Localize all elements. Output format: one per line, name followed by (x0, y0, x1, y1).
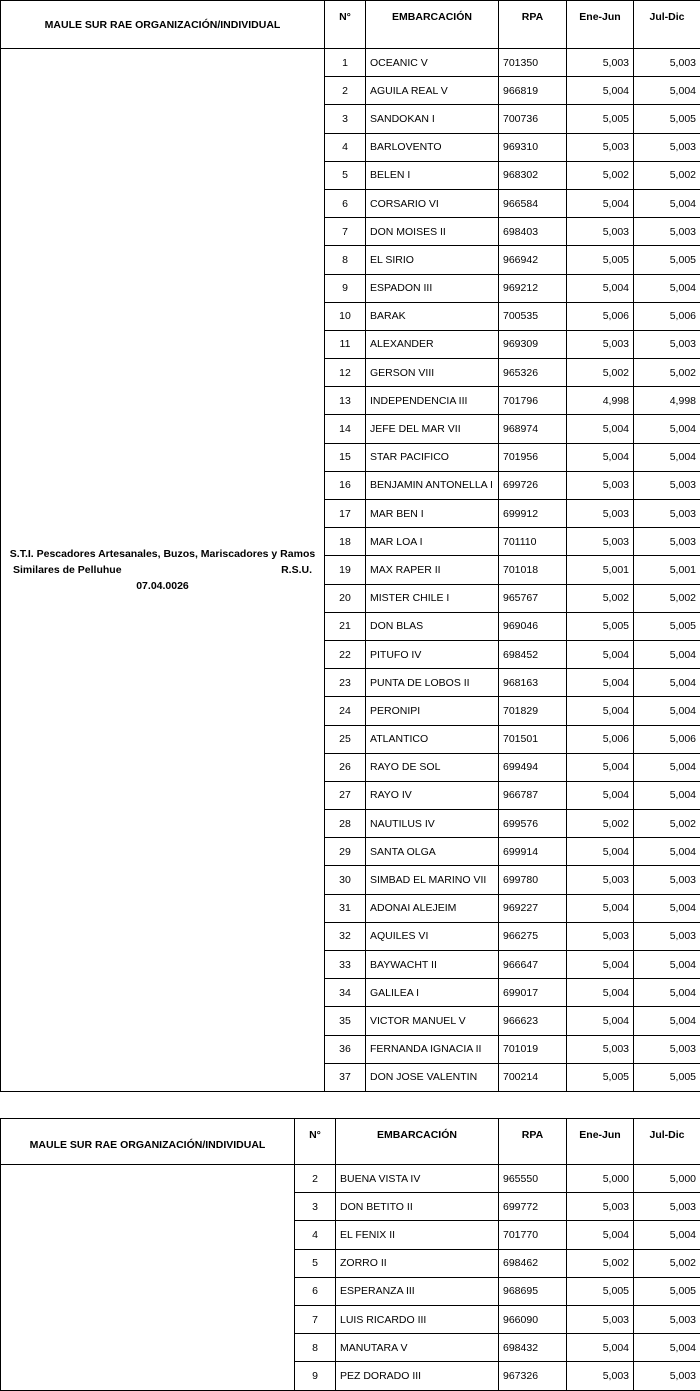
rpa-code: 965550 (499, 1165, 567, 1193)
jan-jun-quota: 5,004 (567, 781, 634, 809)
table-row (1, 1165, 700, 1193)
number-column-header: N° (295, 1119, 336, 1165)
jul-dec-quota: 5,003 (634, 866, 700, 894)
vessel-name: ESPADON III (366, 274, 499, 302)
jul-dec-quota: 5,005 (634, 1277, 700, 1305)
jan-jun-quota: 5,003 (567, 922, 634, 950)
jul-dec-quota: 5,004 (634, 753, 700, 781)
row-number: 3 (295, 1193, 336, 1221)
jul-dec-quota: 5,004 (634, 77, 700, 105)
jul-dec-quota: 4,998 (634, 387, 700, 415)
jan-jun-quota: 5,005 (567, 246, 634, 274)
row-number: 16 (325, 471, 366, 499)
rpa-code: 701110 (499, 528, 567, 556)
row-number: 4 (295, 1221, 336, 1249)
jan-jun-quota: 5,003 (567, 1193, 634, 1221)
rpa-code: 966787 (499, 781, 567, 809)
vessel-name: AGUILA REAL V (366, 77, 499, 105)
jan-jun-quota: 5,003 (567, 218, 634, 246)
rpa-code: 701501 (499, 725, 567, 753)
vessel-name: INDEPENDENCIA III (366, 387, 499, 415)
jul-dec-quota: 5,006 (634, 302, 700, 330)
vessel-name: EL FENIX II (336, 1221, 499, 1249)
row-number: 7 (325, 218, 366, 246)
vessel-name: BARAK (366, 302, 499, 330)
jan-jun-quota: 5,004 (567, 894, 634, 922)
vessel-name: PITUFO IV (366, 640, 499, 668)
table-header-row (1, 1119, 700, 1165)
jan-jun-quota: 5,004 (567, 189, 634, 217)
jan-jun-quota: 5,003 (567, 49, 634, 77)
rpa-code: 966819 (499, 77, 567, 105)
row-number: 5 (325, 161, 366, 189)
org-column-header: MAULE SUR RAE ORGANIZACIÓN/INDIVIDUAL (1, 1119, 295, 1165)
jan-jun-quota: 5,004 (567, 1007, 634, 1035)
vessel-name: ESPERANZA III (336, 1277, 499, 1305)
rpa-code: 967326 (499, 1362, 567, 1390)
jan-jun-quota: 5,004 (567, 1221, 634, 1249)
vessel-name: MAR BEN I (366, 500, 499, 528)
jan-jun-quota: 5,000 (567, 1165, 634, 1193)
vessel-name: ADONAI ALEJEIM (366, 894, 499, 922)
jan-jun-quota: 5,003 (567, 866, 634, 894)
organization-cell (1, 49, 325, 1092)
vessel-name: VICTOR MANUEL V (366, 1007, 499, 1035)
jul-dec-quota: 5,002 (634, 161, 700, 189)
rpa-code: 699914 (499, 838, 567, 866)
row-number: 7 (295, 1305, 336, 1333)
rpa-code: 699780 (499, 866, 567, 894)
jul-dec-quota: 5,002 (634, 810, 700, 838)
rpa-code: 699772 (499, 1193, 567, 1221)
jan-jun-quota: 5,002 (567, 359, 634, 387)
rpa-code: 701829 (499, 697, 567, 725)
jul-dec-quota: 5,005 (634, 612, 700, 640)
row-number: 14 (325, 415, 366, 443)
row-number: 22 (325, 640, 366, 668)
jan-jun-quota: 5,003 (567, 330, 634, 358)
rpa-code: 969046 (499, 612, 567, 640)
row-number: 33 (325, 951, 366, 979)
organization-cell (1, 1165, 295, 1391)
row-number: 11 (325, 330, 366, 358)
jul-dec-quota: 5,003 (634, 528, 700, 556)
rpa-code: 701018 (499, 556, 567, 584)
row-number: 9 (325, 274, 366, 302)
row-number: 24 (325, 697, 366, 725)
rsu-label: R.S.U. (281, 563, 312, 576)
jul-dec-quota: 5,001 (634, 556, 700, 584)
row-number: 17 (325, 500, 366, 528)
jan-jun-column-header: Ene-Jun (567, 1119, 634, 1165)
jul-dec-quota: 5,002 (634, 584, 700, 612)
jul-dec-quota: 5,003 (634, 1305, 700, 1333)
vessel-name: SIMBAD EL MARINO VII (366, 866, 499, 894)
rpa-code: 966647 (499, 951, 567, 979)
jan-jun-quota: 5,004 (567, 697, 634, 725)
jul-dec-quota: 5,003 (634, 1362, 700, 1390)
row-number: 20 (325, 584, 366, 612)
jan-jun-quota: 5,003 (567, 1035, 634, 1063)
jan-jun-quota: 5,004 (567, 951, 634, 979)
table-row (1, 49, 700, 77)
row-number: 6 (295, 1277, 336, 1305)
vessel-name: DON JOSE VALENTIN (366, 1063, 499, 1091)
vessel-name: DON BLAS (366, 612, 499, 640)
table-header-row (1, 1, 700, 49)
vessel-name: AQUILES VI (366, 922, 499, 950)
table-body (1, 49, 700, 1092)
vessel-name: FERNANDA IGNACIA II (366, 1035, 499, 1063)
jul-dec-quota: 5,003 (634, 500, 700, 528)
rpa-code: 968163 (499, 669, 567, 697)
jan-jun-column-header: Ene-Jun (567, 1, 634, 49)
row-number: 32 (325, 922, 366, 950)
row-number: 30 (325, 866, 366, 894)
row-number: 8 (325, 246, 366, 274)
vessel-name: MISTER CHILE I (366, 584, 499, 612)
row-number: 5 (295, 1249, 336, 1277)
row-number: 13 (325, 387, 366, 415)
jul-dec-quota: 5,002 (634, 1249, 700, 1277)
jan-jun-quota: 5,006 (567, 725, 634, 753)
row-number: 9 (295, 1362, 336, 1390)
jul-dec-quota: 5,003 (634, 1035, 700, 1063)
vessel-name: LUIS RICARDO III (336, 1305, 499, 1333)
vessel-name: MAR LOA I (366, 528, 499, 556)
vessel-name: RAYO IV (366, 781, 499, 809)
jul-dec-quota: 5,003 (634, 471, 700, 499)
jan-jun-quota: 5,005 (567, 612, 634, 640)
jul-dec-quota: 5,003 (634, 133, 700, 161)
jan-jun-quota: 5,003 (567, 133, 634, 161)
organization-name-line2 (7, 562, 318, 578)
rpa-code: 701019 (499, 1035, 567, 1063)
rpa-code: 965326 (499, 359, 567, 387)
jul-dec-quota: 5,003 (634, 218, 700, 246)
vessel-name: GERSON VIII (366, 359, 499, 387)
row-number: 34 (325, 979, 366, 1007)
vessel-name: GALILEA I (366, 979, 499, 1007)
jul-dec-quota: 5,004 (634, 838, 700, 866)
row-number: 27 (325, 781, 366, 809)
jul-dec-quota: 5,004 (634, 781, 700, 809)
jan-jun-quota: 5,003 (567, 500, 634, 528)
rpa-code: 698452 (499, 640, 567, 668)
rpa-code: 699494 (499, 753, 567, 781)
vessel-name: BUENA VISTA IV (336, 1165, 499, 1193)
jul-dec-quota: 5,005 (634, 1063, 700, 1091)
rpa-code: 969310 (499, 133, 567, 161)
rpa-code: 699576 (499, 810, 567, 838)
rpa-code: 701770 (499, 1221, 567, 1249)
jul-dec-quota: 5,004 (634, 189, 700, 217)
vessel-name: EL SIRIO (366, 246, 499, 274)
row-number: 2 (295, 1165, 336, 1193)
jul-dec-quota: 5,004 (634, 443, 700, 471)
row-number: 35 (325, 1007, 366, 1035)
rpa-column-header: RPA (499, 1119, 567, 1165)
row-number: 4 (325, 133, 366, 161)
rpa-code: 969309 (499, 330, 567, 358)
jan-jun-quota: 5,004 (567, 77, 634, 105)
jan-jun-quota: 5,004 (567, 669, 634, 697)
rpa-code: 699726 (499, 471, 567, 499)
vessel-name: DON BETITO II (336, 1193, 499, 1221)
jul-dec-quota: 5,004 (634, 669, 700, 697)
rpa-code: 699017 (499, 979, 567, 1007)
jul-dec-quota: 5,003 (634, 1193, 700, 1221)
rpa-code: 700736 (499, 105, 567, 133)
jan-jun-quota: 5,003 (567, 1305, 634, 1333)
jul-dec-quota: 5,004 (634, 951, 700, 979)
jan-jun-quota: 5,004 (567, 838, 634, 866)
row-number: 12 (325, 359, 366, 387)
row-number: 31 (325, 894, 366, 922)
jul-dec-quota: 5,004 (634, 1221, 700, 1249)
org-column-header: MAULE SUR RAE ORGANIZACIÓN/INDIVIDUAL (1, 1, 325, 49)
jan-jun-quota: 5,005 (567, 1063, 634, 1091)
rpa-code: 969227 (499, 894, 567, 922)
vessel-name: BENJAMIN ANTONELLA I (366, 471, 499, 499)
row-number: 19 (325, 556, 366, 584)
jul-dec-quota: 5,004 (634, 697, 700, 725)
row-number: 28 (325, 810, 366, 838)
rpa-code: 698462 (499, 1249, 567, 1277)
row-number: 18 (325, 528, 366, 556)
rpa-code: 699912 (499, 500, 567, 528)
rpa-code: 969212 (499, 274, 567, 302)
vessel-name: STAR PACIFICO (366, 443, 499, 471)
row-number: 36 (325, 1035, 366, 1063)
jul-dec-quota: 5,005 (634, 246, 700, 274)
rpa-code: 968695 (499, 1277, 567, 1305)
rpa-code: 701956 (499, 443, 567, 471)
vessel-name: OCEANIC V (366, 49, 499, 77)
vessel-name: SANTA OLGA (366, 838, 499, 866)
jan-jun-quota: 5,002 (567, 1249, 634, 1277)
row-number: 3 (325, 105, 366, 133)
jan-jun-quota: 5,002 (567, 810, 634, 838)
vessel-name: MAX RAPER II (366, 556, 499, 584)
table-body (1, 1165, 700, 1391)
vessel-name: BELEN I (366, 161, 499, 189)
jul-dec-quota: 5,002 (634, 359, 700, 387)
rpa-code: 966584 (499, 189, 567, 217)
jul-dec-quota: 5,005 (634, 105, 700, 133)
jan-jun-quota: 4,998 (567, 387, 634, 415)
jan-jun-quota: 5,006 (567, 302, 634, 330)
jan-jun-quota: 5,004 (567, 443, 634, 471)
jul-dec-quota: 5,004 (634, 640, 700, 668)
row-number: 23 (325, 669, 366, 697)
row-number: 26 (325, 753, 366, 781)
vessel-name: PEZ DORADO III (336, 1362, 499, 1390)
vessel-name: ATLANTICO (366, 725, 499, 753)
vessel-name: BARLOVENTO (366, 133, 499, 161)
rpa-code: 966275 (499, 922, 567, 950)
quota-table-2 (0, 1118, 700, 1391)
jan-jun-quota: 5,002 (567, 161, 634, 189)
vessel-name: DON MOISES II (366, 218, 499, 246)
row-number: 2 (325, 77, 366, 105)
jul-dec-quota: 5,006 (634, 725, 700, 753)
jul-dec-quota: 5,004 (634, 1334, 700, 1362)
vessel-name: SANDOKAN I (366, 105, 499, 133)
jan-jun-quota: 5,004 (567, 640, 634, 668)
number-column-header: N° (325, 1, 366, 49)
row-number: 15 (325, 443, 366, 471)
jan-jun-quota: 5,003 (567, 528, 634, 556)
vessel-name: MANUTARA V (336, 1334, 499, 1362)
jul-dec-quota: 5,003 (634, 922, 700, 950)
jan-jun-quota: 5,003 (567, 471, 634, 499)
row-number: 1 (325, 49, 366, 77)
jul-dec-quota: 5,004 (634, 894, 700, 922)
rpa-code: 701796 (499, 387, 567, 415)
organization-name: S.T.I. Pescadores Artesanales, Buzos, Mariscadores y Ramos (9, 547, 316, 560)
rpa-code: 966623 (499, 1007, 567, 1035)
jul-dec-column-header: Jul-Dic (634, 1, 700, 49)
rpa-code: 701350 (499, 49, 567, 77)
rpa-code: 968302 (499, 161, 567, 189)
jan-jun-quota: 5,002 (567, 584, 634, 612)
jul-dec-quota: 5,004 (634, 415, 700, 443)
row-number: 10 (325, 302, 366, 330)
row-number: 25 (325, 725, 366, 753)
jul-dec-quota: 5,003 (634, 330, 700, 358)
vessel-name: PERONIPI (366, 697, 499, 725)
jul-dec-quota: 5,004 (634, 979, 700, 1007)
rsu-number: 07.04.0026 (136, 579, 189, 592)
jan-jun-quota: 5,001 (567, 556, 634, 584)
vessel-name: ALEXANDER (366, 330, 499, 358)
vessel-name: CORSARIO VI (366, 189, 499, 217)
vessel-name: JEFE DEL MAR VII (366, 415, 499, 443)
vessel-name: ZORRO II (336, 1249, 499, 1277)
jan-jun-quota: 5,004 (567, 415, 634, 443)
vessel-name: BAYWACHT II (366, 951, 499, 979)
jul-dec-quota: 5,003 (634, 49, 700, 77)
row-number: 21 (325, 612, 366, 640)
jul-dec-quota: 5,004 (634, 1007, 700, 1035)
row-number: 6 (325, 189, 366, 217)
jan-jun-quota: 5,004 (567, 1334, 634, 1362)
rpa-code: 700214 (499, 1063, 567, 1091)
row-number: 37 (325, 1063, 366, 1091)
vessel-name: RAYO DE SOL (366, 753, 499, 781)
vessel-column-header: EMBARCACIÓN (366, 1, 499, 49)
rpa-code: 700535 (499, 302, 567, 330)
jul-dec-quota: 5,004 (634, 274, 700, 302)
rpa-code: 698432 (499, 1334, 567, 1362)
jan-jun-quota: 5,005 (567, 105, 634, 133)
rpa-code: 965767 (499, 584, 567, 612)
jan-jun-quota: 5,004 (567, 274, 634, 302)
rpa-code: 968974 (499, 415, 567, 443)
jan-jun-quota: 5,004 (567, 979, 634, 1007)
rpa-column-header: RPA (499, 1, 567, 49)
vessel-name: NAUTILUS IV (366, 810, 499, 838)
jan-jun-quota: 5,003 (567, 1362, 634, 1390)
rpa-code: 966942 (499, 246, 567, 274)
jan-jun-quota: 5,005 (567, 1277, 634, 1305)
rpa-code: 698403 (499, 218, 567, 246)
jul-dec-column-header: Jul-Dic (634, 1119, 700, 1165)
organization-name-cont: Similares de Pelluhue (13, 563, 122, 576)
row-number: 8 (295, 1334, 336, 1362)
vessel-column-header: EMBARCACIÓN (336, 1119, 499, 1165)
rpa-code: 966090 (499, 1305, 567, 1333)
row-number: 29 (325, 838, 366, 866)
jan-jun-quota: 5,004 (567, 753, 634, 781)
vessel-name: PUNTA DE LOBOS II (366, 669, 499, 697)
jul-dec-quota: 5,000 (634, 1165, 700, 1193)
